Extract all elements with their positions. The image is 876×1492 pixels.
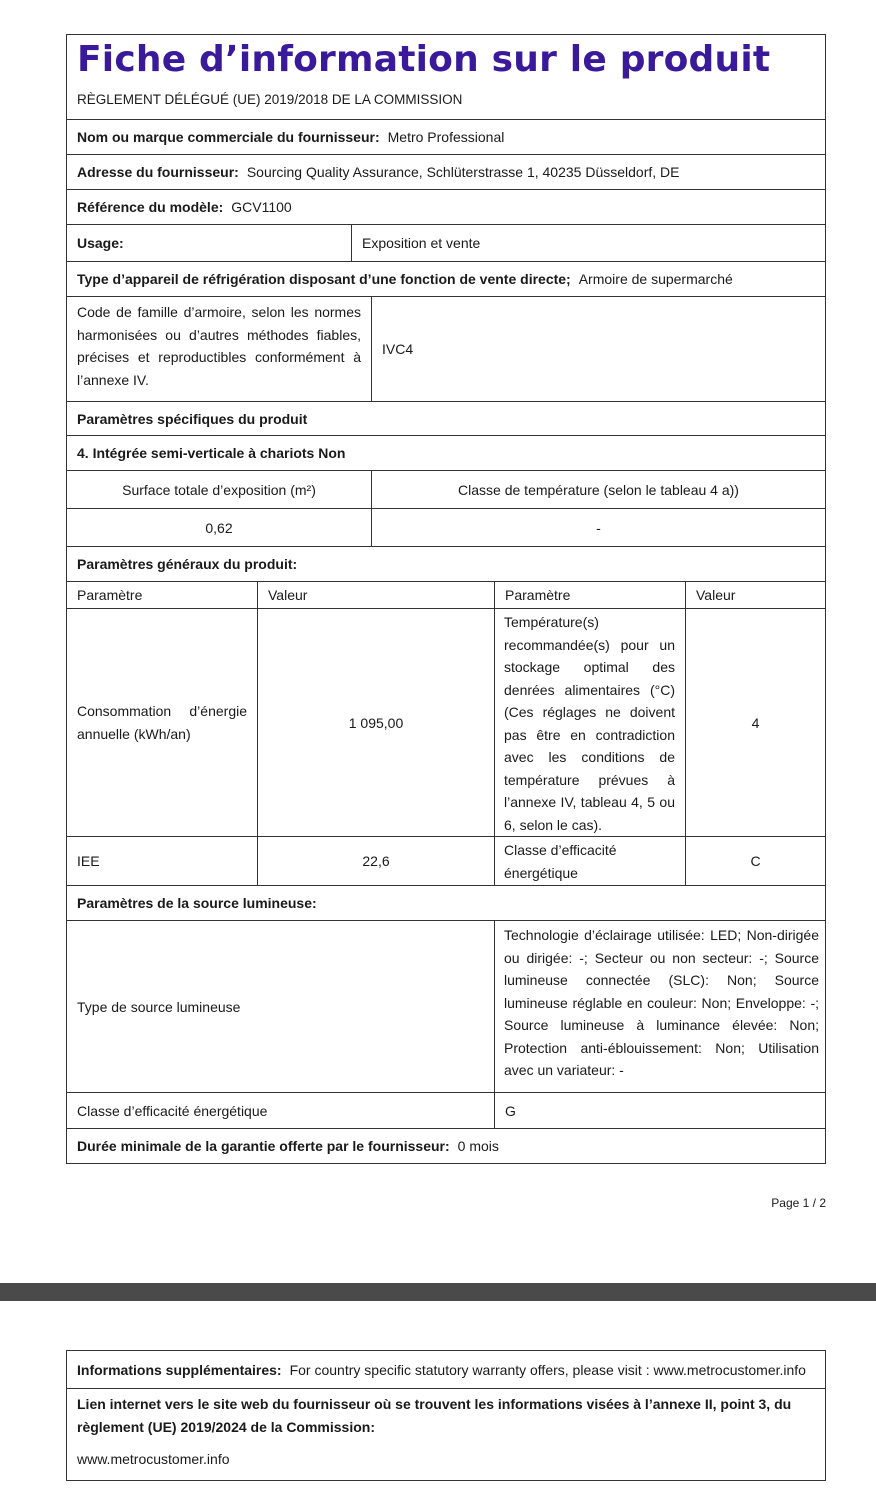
appliance-type-row (67, 261, 825, 296)
specific-params-heading: Paramètres spécifiques du produit (67, 401, 825, 435)
energy-consumption-value: 1 095,00 (257, 609, 494, 836)
supplier-address-label: Adresse du fournisseur: (77, 164, 239, 180)
regulation-text: RÈGLEMENT DÉLÉGUÉ (UE) 2019/2018 DE LA COMMISSION (77, 92, 463, 107)
usage-row (67, 224, 825, 261)
additional-info-value: For country specific statutory warranty offers, please visit : www.metrocustomer.info (289, 1361, 806, 1378)
usage-label: Usage: (77, 235, 124, 251)
col-header-value-2: Valeur (685, 582, 825, 608)
temp-class-value: - (371, 509, 825, 546)
light-type-label: Type de source lumineuse (77, 998, 241, 1015)
energy-class-value: C (685, 837, 825, 885)
display-area-value-row (67, 508, 825, 546)
supplier-name-value: Metro Professional (387, 129, 505, 145)
model-ref-row (67, 189, 825, 224)
energy-consumption-label: Consommation d’énergie annuelle (kWh/an) (77, 703, 247, 742)
additional-info-label: Informations supplémentaires: (77, 1361, 282, 1378)
page-separator (0, 1283, 876, 1301)
appliance-type-label: Type d’appareil de réfrigération disposant d’une fonction de vente directe; (77, 271, 571, 287)
energy-row (67, 608, 825, 836)
energy-class-cell (494, 837, 685, 885)
header-block (67, 35, 825, 119)
light-type-value: Technologie d’éclairage utilisée: LED; Non-dirigée ou dirigée: -; Secteur ou non secteur: -; Source lumineuse connectée (SLC): Non; Source lumineuse réglable en couleur: Non; Enveloppe: -; Source lumineuse à luminance élevée: Non; Protection anti-éblouissement: Non; Utilisation avec un variateur: - (504, 927, 819, 1078)
warranty-row (67, 1128, 825, 1163)
category-row: 4. Intégrée semi-verticale à chariots Non (67, 435, 825, 470)
cabinet-family-row (67, 296, 825, 401)
iee-row (67, 836, 825, 885)
appliance-type-value: Armoire de supermarché (578, 271, 733, 287)
additional-info-table (66, 1350, 826, 1481)
recommended-temp-cell (494, 609, 685, 836)
additional-info-row (67, 1351, 825, 1388)
supplier-name-label: Nom ou marque commerciale du fournisseur: (77, 129, 380, 145)
cabinet-family-value: IVC4 (371, 297, 825, 401)
supplier-address-value: Sourcing Quality Assurance, Schlüterstrasse 1, 40235 Düsseldorf, DE (246, 164, 680, 180)
light-type-row (67, 920, 825, 1092)
supplier-name-row (67, 119, 825, 154)
light-class-label: Classe d’efficacité énergétique (77, 1102, 268, 1119)
display-area-label: Surface totale d’exposition (m²) (122, 481, 316, 498)
col-header-param-2: Paramètre (494, 582, 685, 608)
warranty-label: Durée minimale de la garantie offerte par le fournisseur: (77, 1138, 450, 1154)
website-row (67, 1388, 825, 1480)
params-table-header (67, 581, 825, 608)
model-ref-label: Référence du modèle: (77, 199, 224, 215)
cabinet-family-label: Code de famille d’armoire, selon les normes harmonisées ou d’autres méthodes fiables, précises et reproductibles conformément à l’annexe IV. (77, 304, 361, 388)
product-info-sheet (66, 34, 826, 1164)
display-area-header-row (67, 470, 825, 508)
recommended-temp-label: Température(s) recommandée(s) pour un stockage optimal des denrées alimentaires (°C) (Ces réglages ne doivent pas être en contradiction avec les conditions de température prévues à l’annexe IV, tableau 4, 5 ou 6, selon le cas). (504, 614, 675, 833)
temp-class-label: Classe de température (selon le tableau 4 a)) (371, 471, 825, 508)
display-area-value: 0,62 (205, 519, 233, 536)
general-params-heading: Paramètres généraux du produit: (67, 546, 825, 581)
col-header-value-1: Valeur (257, 582, 494, 608)
energy-class-label: Classe d’efficacité énergétique (504, 842, 617, 881)
iee-value: 22,6 (257, 837, 494, 885)
light-class-row (67, 1092, 825, 1128)
usage-value: Exposition et vente (351, 225, 825, 261)
light-type-cell (494, 921, 825, 1092)
warranty-value: 0 mois (457, 1138, 499, 1154)
website-label: Lien internet vers le site web du fournisseur où se trouvent les informations visées à l’annexe II, point 3, du règlement (UE) 2019/2024 de la Commission: (77, 1396, 792, 1435)
recommended-temp-value: 4 (685, 609, 825, 836)
model-ref-value: GCV1100 (231, 199, 292, 215)
iee-label: IEE (77, 853, 100, 869)
page-number: Page 1 / 2 (771, 1196, 826, 1210)
page-title: Fiche d’information sur le produit (77, 39, 771, 80)
website-value: www.metrocustomer.info (77, 1451, 230, 1467)
supplier-address-row (67, 154, 825, 189)
light-params-heading: Paramètres de la source lumineuse: (67, 885, 825, 920)
light-class-value: G (494, 1093, 825, 1128)
col-header-param-1: Paramètre (77, 587, 143, 603)
